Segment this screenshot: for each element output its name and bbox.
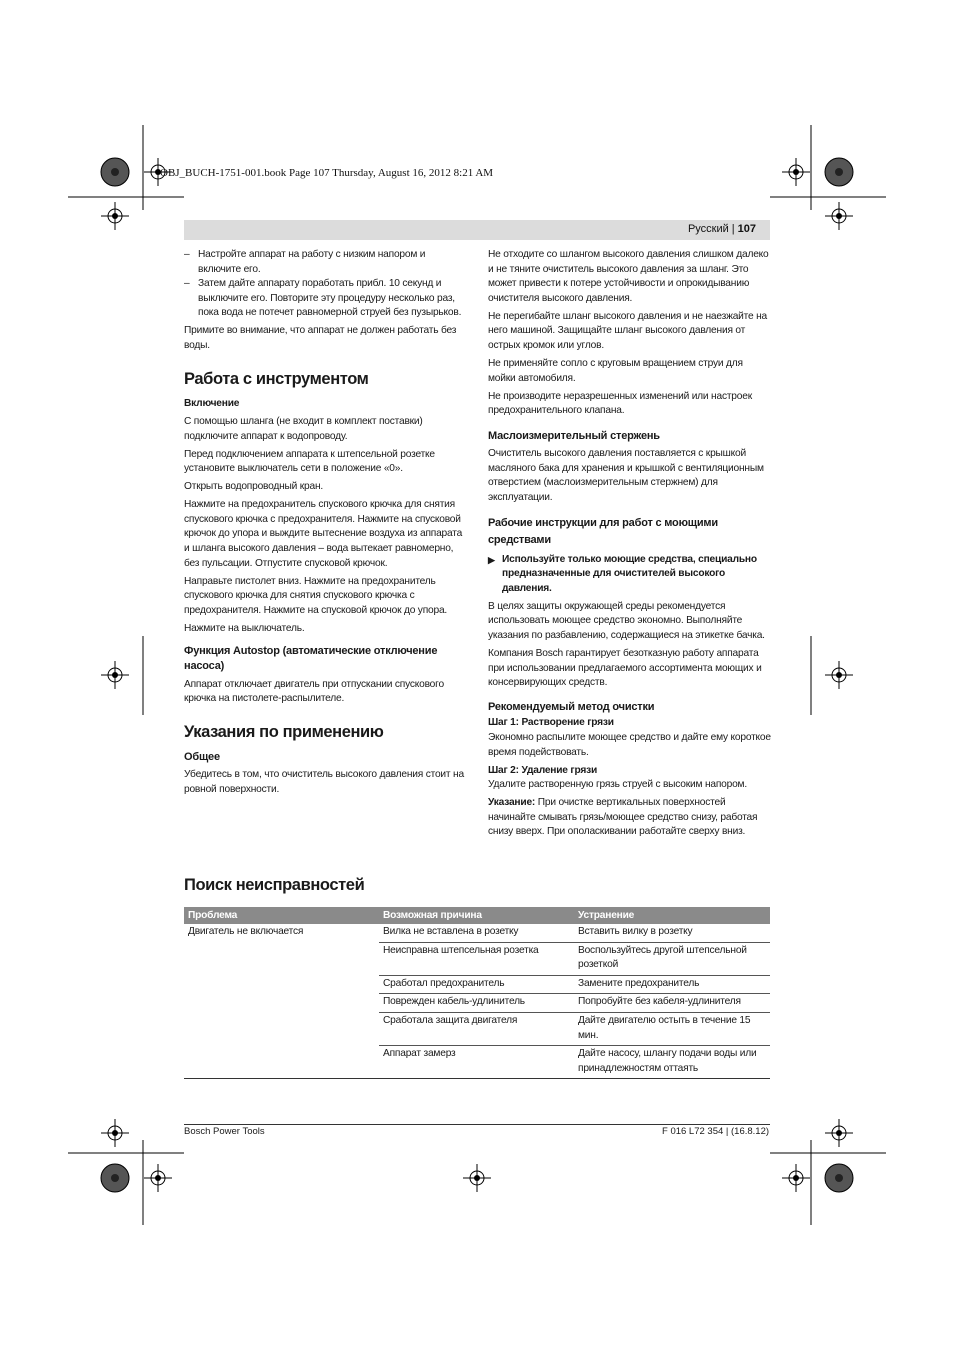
header-language: Русский <box>687 223 729 235</box>
table-header <box>184 907 770 924</box>
general-text: Убедитесь в том, что очиститель высокого давления стоит на ровной поверхности. <box>184 769 464 795</box>
cause-fix-rows <box>379 924 770 1078</box>
header-text <box>688 223 756 235</box>
table-row: Вилка не вставлена в розетку Вставить вилку в розетку <box>379 924 770 943</box>
section-title-usage: Указания по применению <box>184 722 384 741</box>
paragraph: Не перегибайте шланг высокого давления и не наезжайте на него машиной. Защищайте шланг высокого давления от острых кромок или углов. <box>488 310 767 351</box>
table-body <box>184 924 770 1078</box>
paragraph: Компания Bosch гарантирует безотказную работу аппарата при использовании предлагаемого ассортимента моющих и консервирующих средств. <box>488 648 762 689</box>
header-separator: | <box>731 223 735 235</box>
header-fix: Устранение <box>578 910 635 921</box>
switch-on-title: Включение <box>184 397 240 409</box>
table-row: Неисправна штепсельная розетка Воспользуйтесь другой штепсельной розеткой <box>379 943 770 976</box>
intro-note: Примите во внимание, что аппарат не должен работать без воды. <box>184 325 457 351</box>
paragraph: Нажмите на выключатель. <box>184 622 305 634</box>
dipstick-text: Очиститель высокого давления поставляется с крышкой масляного бака для хранения и крышкой с вентиляционным отверстием (маслоизмерительным стержнем) для эксплуатации. <box>488 448 764 504</box>
step1-text: Экономно распылите моющее средство и дайте ему короткое время подействовать. <box>488 731 771 758</box>
paragraph: Не производите неразрешенных изменений или настроек предохранительного клапана. <box>488 390 752 417</box>
troubleshooting-title: Поиск неисправностей <box>184 876 365 894</box>
note-text: При очистке вертикальных поверхностей начинайте смывать грязь/моющее средство снизу, работая снизу вверх. При ополаскивании работайте сверху вниз. <box>488 797 758 838</box>
detergent-bullet: ▶ Используйте только моющие средства, специально предназначенные для очистителей высокого давления. <box>488 553 772 597</box>
table-row: Сработала защита двигателя Дайте двигателю остыть в течение 15 мин. <box>379 1013 770 1046</box>
step1-title: Шаг 1: Растворение грязи <box>488 717 614 729</box>
paragraph: В целях защиты окружающей среды рекомендуется использовать моющее средство экономно. Выполняйте указания по разбавлению, содержащиеся на этикетке бачка. <box>488 600 765 642</box>
general-title: Общее <box>184 750 220 763</box>
section-title-operation: Работа с инструментом <box>184 369 369 388</box>
right-column <box>488 248 772 843</box>
detergent-title: Рабочие инструкции для работ с моющими средствами <box>488 516 718 546</box>
paragraph: Перед подключением аппарата к штепсельной розетке установите выключатель сети в положение «0». <box>184 448 435 475</box>
autostop-title: Функция Autostop (автоматические отключение насоса) <box>184 645 438 672</box>
print-info-line: OBJ_BUCH-1751-001.book Page 107 Thursday, August 16, 2012 8:21 AM <box>160 167 494 179</box>
paragraph: Не применяйте сопло с круговым вращением струи для мойки автомобиля. <box>488 357 743 384</box>
page-header <box>184 220 770 240</box>
table-row: Сработал предохранитель Замените предохранитель <box>379 976 770 995</box>
arrow-icon: ▶ <box>488 554 495 565</box>
step2-text: Удалите растворенную грязь струей с высоким напором. <box>488 779 747 791</box>
footer-divider <box>184 1124 770 1125</box>
table-row: Аппарат замерз Дайте насосу, шлангу подачи воды или принадлежностям оттаять <box>383 1048 757 1074</box>
problem-cell: Двигатель не включается <box>188 926 304 937</box>
paragraph: Нажмите на предохранитель спускового крючка для снятия спускового крючка с предохранителя. Нажмите на спусковой крючок до упора и выждите вытеснение воздуха из аппарата и шланга высокого давления – вода вытекает равномерно, без пульсации. Отпустите спусковой крючок. <box>184 499 463 569</box>
troubleshooting-table <box>184 907 770 1079</box>
header-cause: Возможная причина <box>383 910 482 921</box>
method-title: Рекомендуемый метод очистки <box>488 700 655 713</box>
dipstick-title: Маслоизмерительный стержень <box>488 429 660 442</box>
table-row: Поврежден кабель-удлинитель Попробуйте без кабеля-удлинителя <box>379 994 770 1013</box>
list-item: – Настройте аппарат на работу с низким напором и включите его. <box>184 249 426 275</box>
footer-doc-number: F 016 L72 354 | (16.8.12) <box>662 1126 770 1137</box>
left-column <box>184 248 467 801</box>
note-label: Указание: <box>488 797 536 809</box>
paragraph: Открыть водопроводный кран. <box>184 481 324 493</box>
list-item: – Затем дайте аппарату поработать прибл. 10 секунд и выключите его. Повторите эту процедуру несколько раз, пока вода не потечет равномерной струей без пузырьков. <box>184 278 462 319</box>
autostop-text: Аппарат отключает двигатель при отпускании спускового крючка на пистолете-распылителе. <box>184 678 444 705</box>
paragraph: С помощью шланга (не входит в комплект поставки) подключите аппарат к водопроводу. <box>184 416 423 442</box>
paragraph: Не отходите со шлангом высокого давления слишком далеко и не тяните очиститель высокого давления за шланг. Это может привести к потере устойчивости и опрокидыванию очистителя высокого давления. <box>488 249 769 304</box>
header-problem: Проблема <box>188 910 238 921</box>
page-number: 107 <box>737 223 756 235</box>
step2-title: Шаг 2: Удаление грязи <box>488 764 598 776</box>
footer-brand: Bosch Power Tools <box>184 1126 265 1137</box>
note <box>488 796 772 840</box>
paragraph: Направьте пистолет вниз. Нажмите на предохранитель спускового крючка для снятия спускового крючка с предохранителя. Нажмите на спусковой крючок до упора. <box>184 575 448 616</box>
